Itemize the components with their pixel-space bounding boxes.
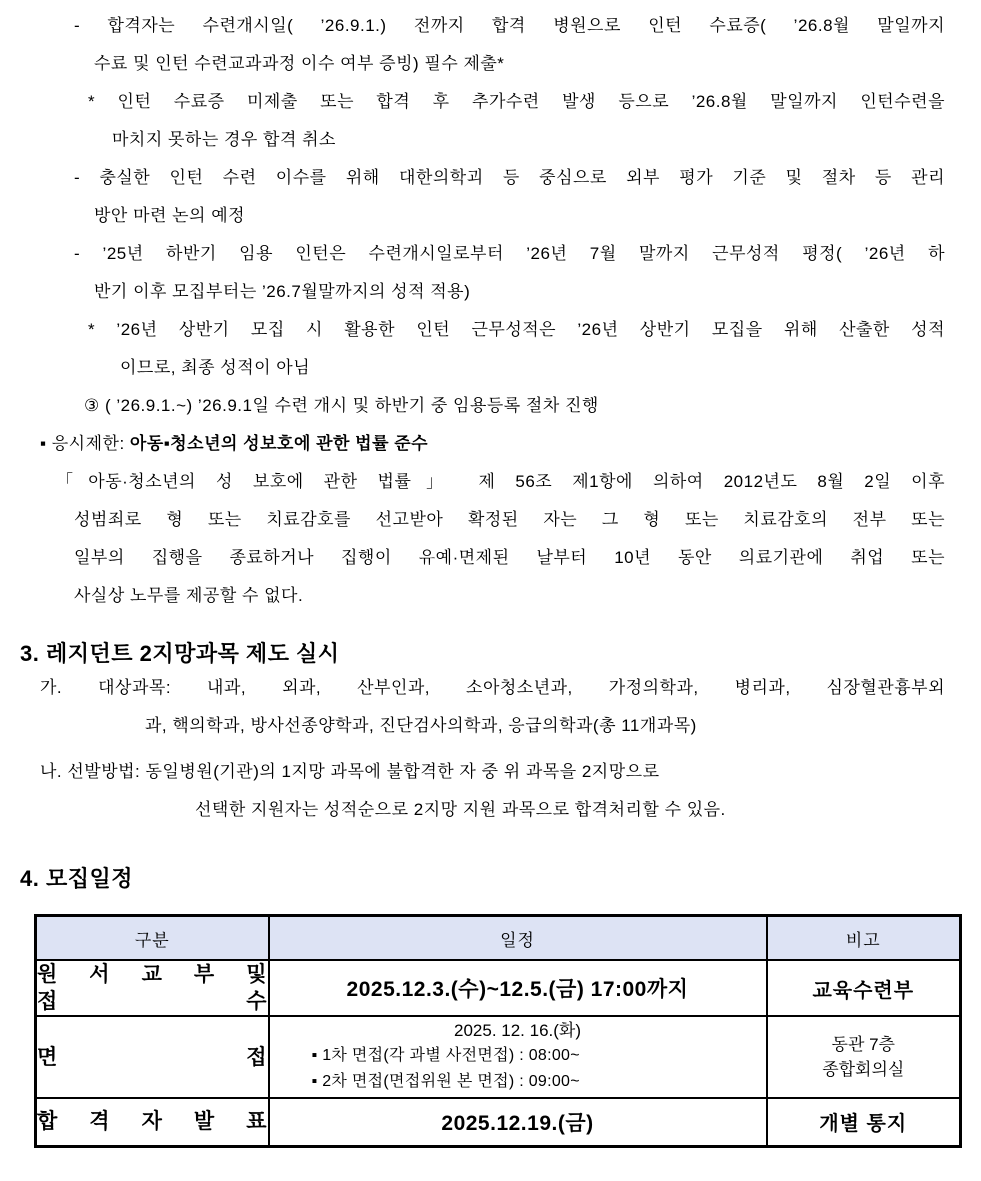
cell-interview-note — [767, 1016, 961, 1098]
doc-line: 마치지 못하는 경우 합격 취소 — [112, 130, 336, 149]
doc-line: * 인턴 수료증 미제출 또는 합격 후 추가수련 발생 등으로 ’26.8월 말일까지 인턴수련을 — [88, 92, 945, 111]
schedule-date: 2025. 12. 16.(화) — [454, 1021, 581, 1040]
note-text: 교육수련부 — [812, 979, 915, 1002]
schedule-date: 2025.12.3.(수)~12.5.(금) 17:00까지 — [346, 978, 689, 1001]
law-quote-line: 사실상 노무를 제공할 수 없다. — [74, 586, 304, 605]
label-line: 합 격 자 발 표 — [37, 1110, 268, 1134]
note-line: 동관 7층 — [831, 1035, 895, 1054]
note-line: 종합회의실 — [822, 1060, 905, 1079]
section-3-item-na: 나. 선발방법: 동일병원(기관)의 1지망 과목에 불합격한 자 중 위 과목을 2지망으로 — [40, 762, 660, 781]
cell-announcement-schedule — [269, 1098, 767, 1146]
law-quote-line: 「아동·청소년의 성 보호에 관한 법률」 제 56조 제1항에 의하여 2012년도 8월 2일 이후 — [56, 472, 945, 491]
square-bullet-icon: ▪ — [40, 434, 52, 453]
label-line: 면 접 — [37, 1045, 268, 1069]
header-cell-note: 비고 — [767, 916, 961, 961]
doc-line: ③ ( ’26.9.1.~) ’26.9.1일 수련 개시 및 하반기 중 임용등록 절차 진행 — [84, 396, 599, 415]
restriction-label: 응시제한: — [51, 434, 130, 453]
section-3-item-ga: 가. 대상과목: 내과, 외과, 산부인과, 소아청소년과, 가정의학과, 병리과, 심장혈관흉부외 — [40, 678, 945, 697]
table-row — [36, 960, 961, 1016]
doc-line: 수료 및 인턴 수련교과과정 이수 여부 증빙) 필수 제출* — [94, 54, 505, 73]
section-4-heading: 4. 모집일정 — [20, 866, 133, 891]
section-3-item-ga-cont: 과, 핵의학과, 방사선종양학과, 진단검사의학과, 응급의학과(총 11개과목) — [145, 716, 697, 735]
header-cell-category: 구분 — [36, 916, 269, 961]
doc-line: - 충실한 인턴 수련 이수를 위해 대한의학괴 등 중심으로 외부 평가 기준 및 절차 등 관리 — [74, 168, 945, 187]
law-quote-line: 일부의 집행을 종료하거나 집행이 유예·면제된 날부터 10년 동안 의료기관에 취업 또는 — [74, 548, 945, 567]
section-3-item-na-cont: 선택한 지원자는 성적순으로 2지망 지원 과목으로 합격처리할 수 있음. — [195, 800, 726, 819]
doc-line: 반기 이후 모집부터는 ’26.7월말까지의 성적 적용) — [94, 282, 471, 301]
table-header-row — [36, 916, 961, 961]
schedule-table — [34, 914, 962, 1148]
doc-line: 방안 마련 논의 예정 — [94, 206, 246, 225]
cell-interview-label — [36, 1016, 269, 1098]
table-row — [36, 1098, 961, 1146]
cell-announcement-label — [36, 1098, 269, 1146]
law-quote-line: 성범죄로 형 또는 치료감호를 선고받아 확정된 자는 그 형 또는 치료감호의 전부 또는 — [74, 510, 945, 529]
table-row — [36, 1016, 961, 1098]
restriction-line — [0, 425, 945, 463]
cell-announcement-note — [767, 1098, 961, 1146]
restriction-law-title: 아동▪청소년의 성보호에 관한 법률 준수 — [129, 434, 429, 453]
doc-line: - ’25년 하반기 임용 인턴은 수련개시일로부터 ’26년 7월 말까지 근무성적 평정( ’26년 하 — [74, 244, 945, 263]
cell-application-note — [767, 960, 961, 1016]
label-line: 접 수 — [37, 990, 268, 1013]
doc-line: - 합격자는 수련개시일( ’26.9.1.) 전까지 합격 병원으로 인턴 수료증( ’26.8월 말일까지 — [74, 16, 945, 35]
cell-application-label — [36, 960, 269, 1016]
cell-application-schedule — [269, 960, 767, 1016]
doc-line: * ’26년 상반기 모집 시 활용한 인턴 근무성적은 ’26년 상반기 모집을 위해 산출한 성적 — [88, 320, 945, 339]
section-3-heading: 3. 레지던트 2지망과목 제도 실시 — [20, 641, 340, 666]
label-line: 원 서 교 부 및 — [37, 963, 268, 986]
schedule-item: ▪ 2차 면접(면접위원 본 면접) : 09:00~ — [311, 1073, 580, 1090]
schedule-date: 2025.12.19.(금) — [441, 1111, 594, 1135]
note-text: 개별 통지 — [819, 1113, 908, 1136]
schedule-item: ▪ 1차 면접(각 과별 사전면접) : 08:00~ — [311, 1047, 580, 1064]
doc-line: 이므로, 최종 성적이 아님 — [120, 358, 311, 377]
header-cell-schedule: 일정 — [269, 916, 767, 961]
cell-interview-schedule — [269, 1016, 767, 1098]
